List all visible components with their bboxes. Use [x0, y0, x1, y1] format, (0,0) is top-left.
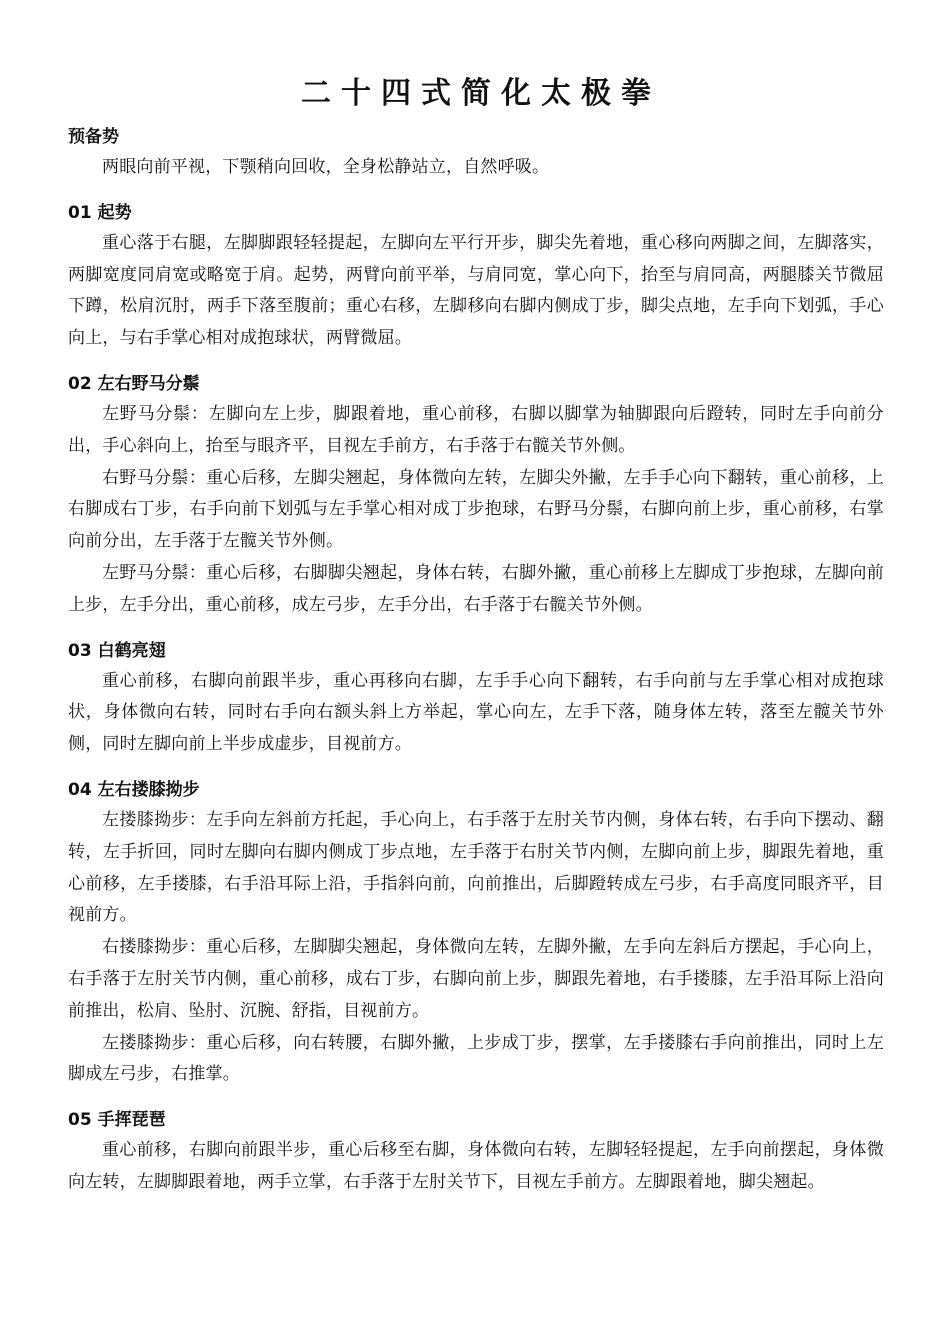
section-heading: 02 左右野马分鬃	[68, 373, 200, 394]
paragraph: 左搂膝拗步：左手向左斜前方托起，手心向上，右手落于左肘关节内侧，身体右转，右手向下摆动、翻转，左手折回，同时左脚向右脚内侧成丁步点地，左手落于右肘关节内侧，左脚向前上步，脚跟先着地，重心前移，左手搂膝，右手沿耳际上沿，手指斜向前，向前推出，后脚蹬转成左弓步，右手高度同眼齐平，目视前方。	[68, 809, 884, 926]
document-title: 二十四式简化太极拳	[301, 76, 661, 111]
section-heading: 04 左右搂膝拗步	[68, 779, 200, 800]
section-03-white-crane	[68, 638, 884, 761]
paragraph: 重心落于右腿，左脚脚跟轻轻提起，左脚向左平行开步，脚尖先着地，重心移向两脚之间，左脚落实，两脚宽度同肩宽或略宽于肩。起势，两臂向前平举，与肩同宽，掌心向下，抬至与肩同高，两腿膝关节微屈下蹲，松肩沉肘，两手下落至腹前；重心右移，左脚移向右脚内侧成丁步，脚尖点地，左手向下划弧，手心向上，与右手掌心相对成抱球状，两臂微屈。	[68, 232, 884, 349]
section-04-brush-knee	[68, 777, 884, 1091]
paragraph: 左搂膝拗步：重心后移，向右转腰，右脚外撇，上步成丁步，摆掌，左手搂膝右手向前推出，同时上左脚成左弓步，右推掌。	[68, 1032, 884, 1085]
section-05-play-lute	[68, 1107, 884, 1199]
section-01-commencing	[68, 200, 884, 355]
paragraph: 重心前移，右脚向前跟半步，重心后移至右脚，身体微向右转，左脚轻轻提起，左手向前摆起，身体微向左转，左脚脚跟着地，两手立掌，右手落于左肘关节下，目视左手前方。左脚跟着地，脚尖翘起。	[68, 1140, 884, 1192]
paragraph: 两眼向前平视，下颚稍向回收，全身松静站立，自然呼吸。	[102, 157, 550, 177]
paragraph: 左野马分鬃：重心后移，右脚脚尖翘起，身体右转，右脚外撇，重心前移上左脚成丁步抱球，左脚向前上步，左手分出，重心前移，成左弓步，左手分出，右手落于右髋关节外侧。	[68, 562, 884, 615]
paragraph: 重心前移，右脚向前跟半步，重心再移向右脚，左手手心向下翻转，右手向前与左手掌心相对成抱球状，身体微向右转，同时右手向右额头斜上方举起，掌心向左，左手下落，随身体左转，落至左髋关节外侧，同时左脚向前上半步成虚步，目视前方。	[68, 670, 884, 755]
section-02-wild-horse	[68, 371, 884, 622]
paragraph: 右搂膝拗步：重心后移，左脚脚尖翘起，身体微向左转，左脚外撇，左手向左斜后方摆起，手心向上，右手落于左肘关节内侧，重心前移，成右丁步，右脚向前上步，脚跟先着地，右手搂膝，左手沿耳际上沿向前推出，松肩、坠肘、沉腕、舒指，目视前方。	[68, 937, 884, 1021]
paragraph: 右野马分鬃：重心后移，左脚尖翘起，身体微向左转，左脚尖外撇，左手手心向下翻转，重心前移，上右脚成右丁步，右手向前下划弧与左手掌心相对成丁步抱球，右野马分鬃，右脚向前上步，重心前移，右掌向前分出，左手落于左髋关节外侧。	[68, 467, 884, 552]
document-page	[68, 72, 884, 1215]
section-heading: 预备势	[68, 127, 119, 147]
section-heading: 03 白鹤亮翅	[68, 640, 166, 661]
section-preparation	[68, 124, 884, 184]
section-heading: 05 手挥琵琶	[68, 1110, 166, 1131]
section-heading: 01 起势	[68, 202, 132, 223]
paragraph: 左野马分鬃：左脚向左上步，脚跟着地，重心前移，右脚以脚掌为轴脚跟向后蹬转，同时左手向前分出，手心斜向上，抬至与眼齐平，目视左手前方，右手落于右髋关节外侧。	[68, 403, 884, 456]
